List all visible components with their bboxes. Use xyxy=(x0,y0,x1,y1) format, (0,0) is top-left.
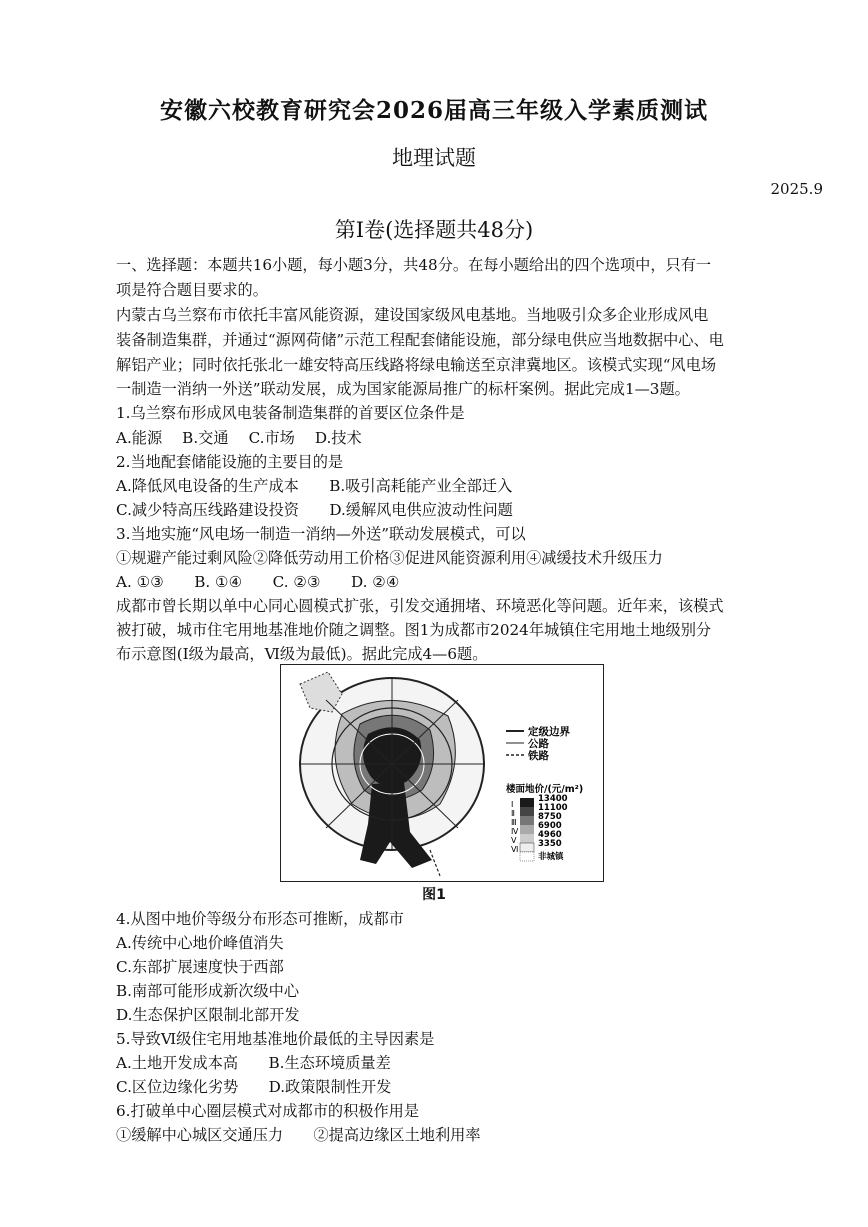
exam-date: 2025.9 xyxy=(770,180,823,198)
legend-railway: 铁路 xyxy=(528,750,549,762)
legend-price-title: 楼面地价/(元/m²) xyxy=(506,784,584,795)
legend-level-2: Ⅱ xyxy=(511,809,515,818)
passage2-line-3: 布示意图(Ⅰ级为最高，Ⅵ级为最低)。据此完成4—6题。 xyxy=(116,645,488,663)
q6-stem: 6.打破单中心圈层模式对成都市的积极作用是 xyxy=(116,1102,420,1120)
q3-stem: 3.当地实施“风电场一制造一消纳—外送”联动发展模式，可以 xyxy=(116,525,526,543)
q1-options: A.能源 B.交通 C.市场 D.技术 xyxy=(116,429,362,447)
passage1-line-1: 内蒙古乌兰察布市依托丰富风能资源，建设国家级风电基地。当地吸引众多企业形成风电 xyxy=(116,306,709,324)
q4-stem: 4.从图中地价等级分布形态可推断，成都市 xyxy=(116,910,404,928)
instructions-line-2: 项是符合题目要求的。 xyxy=(116,281,268,299)
legend-price-3: 8750 xyxy=(538,812,562,822)
q5-options-row2: C.区位边缘化劣势 D.政策限制性开发 xyxy=(116,1078,392,1096)
legend-level-3: Ⅲ xyxy=(511,818,517,827)
section-heading: 第Ⅰ卷(选择题共48分) xyxy=(334,218,534,242)
passage1-line-4: 一制造一消纳一外送”联动发展，成为国家能源局推广的标杆案例。据此完成1—3题。 xyxy=(116,380,690,398)
q5-stem: 5.导致Ⅵ级住宅用地基准地价最低的主导因素是 xyxy=(116,1030,435,1048)
q1-stem: 1.乌兰察布形成风电装备制造集群的首要区位条件是 xyxy=(116,404,465,422)
instructions-line-1: 一、选择题：本题共16小题，每小题3分，共48分。在每小题给出的四个选项中，只有一 xyxy=(116,256,712,274)
q6-items: ①缓解中心城区交通压力 ②提高边缘区土地利用率 xyxy=(116,1126,481,1144)
q2-options-row2: C.减少特高压线路建设投资 D.缓解风电供应波动性问题 xyxy=(116,501,513,519)
passage1-line-3: 解铝产业；同时依托张北一雄安特高压线路将绿电输送至京津冀地区。该模式实现“风电场 xyxy=(116,356,717,374)
legend-level-4: Ⅳ xyxy=(511,827,519,836)
q3-items: ①规避产能过剩风险②降低劳动用工价格③促进风能资源利用④减缓技术升级压力 xyxy=(116,549,663,567)
q4-option-a: A.传统中心地价峰值消失 xyxy=(116,934,284,952)
q4-option-b: B.南部可能形成新次级中心 xyxy=(116,982,300,1000)
figure-caption: 图1 xyxy=(422,887,446,903)
q4-option-d: D.生态保护区限制北部开发 xyxy=(116,1006,300,1024)
legend-price-4: 6900 xyxy=(538,821,562,831)
legend-level-6: Ⅵ xyxy=(511,845,519,854)
passage2-line-2: 被打破，城市住宅用地基准地价随之调整。图1为成都市2024年城镇住宅用地土地级别分 xyxy=(116,621,712,639)
passage1-line-2: 装备制造集群，并通过“源网荷储”示范工程配套储能设施，部分绿电供应当地数据中心、电 xyxy=(116,331,724,349)
q2-stem: 2.当地配套储能设施的主要目的是 xyxy=(116,453,344,471)
legend-level-1: Ⅰ xyxy=(511,800,514,809)
legend-level-5: Ⅴ xyxy=(511,836,517,845)
legend-boundary: 定级边界 xyxy=(528,726,570,738)
legend-road: 公路 xyxy=(528,738,549,750)
legend-price-1: 13400 xyxy=(538,794,568,804)
page-title: 安徽六校教育研究会2026届高三年级入学素质测试 xyxy=(159,97,708,124)
legend-price-2: 11100 xyxy=(538,803,568,813)
q4-option-c: C.东部扩展速度快于西部 xyxy=(116,958,284,976)
legend-price-6: 3350 xyxy=(538,839,562,849)
passage2-line-1: 成都市曾长期以单中心同心圆模式扩张，引发交通拥堵、环境恶化等问题。近年来，该模式 xyxy=(116,597,724,615)
q5-options-row1: A.土地开发成本高 B.生态环境质量差 xyxy=(116,1054,391,1072)
q2-options-row1: A.降低风电设备的生产成本 B.吸引高耗能产业全部迁入 xyxy=(116,477,513,495)
legend-price-7: 非城镇 xyxy=(538,852,564,862)
chengdu-land-price-map xyxy=(280,664,604,882)
subject-title: 地理试题 xyxy=(392,146,476,170)
q3-options: A. ①③ B. ①④ C. ②③ D. ②④ xyxy=(116,573,400,591)
legend-price-5: 4960 xyxy=(538,830,562,840)
